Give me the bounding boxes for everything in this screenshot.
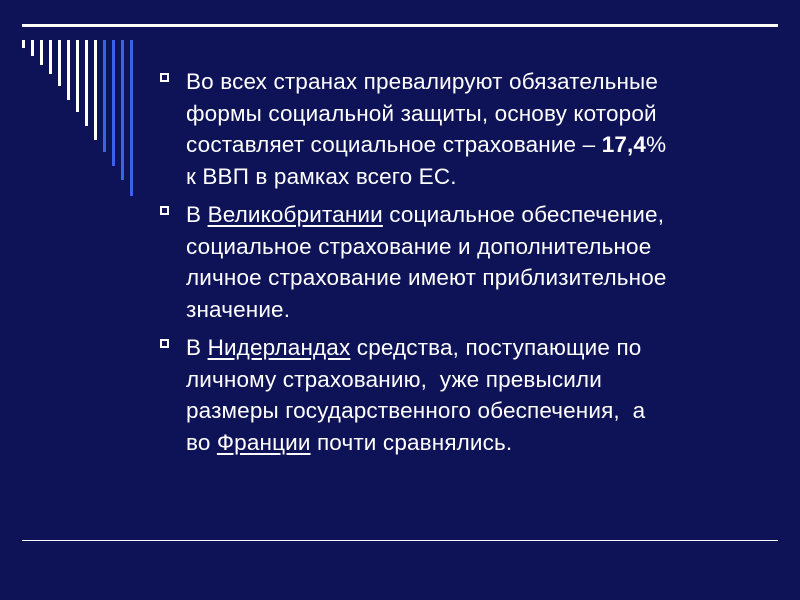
item-text (186, 66, 760, 192)
square-bullet-icon (160, 339, 169, 348)
text-fragment: социальное обеспечение, (382, 202, 665, 227)
item-text (186, 199, 760, 325)
text-line: размеры государственного обеспечения, а (186, 398, 646, 423)
text-fragment: В (186, 335, 208, 360)
bar-12 (121, 40, 124, 180)
bar-2 (31, 40, 34, 56)
bar-1 (22, 40, 25, 48)
list-item (160, 199, 760, 325)
bar-6 (67, 40, 70, 100)
square-bullet-icon (160, 73, 169, 82)
text-line: к ВВП в рамках всего ЕС. (186, 163, 457, 189)
bar-4 (49, 40, 52, 74)
decorative-bars (0, 0, 140, 220)
bullet-list (160, 66, 760, 465)
bar-8 (85, 40, 88, 126)
link-france[interactable]: Франции (216, 429, 311, 455)
bold-value: 17,4 (601, 132, 647, 157)
list-item (160, 332, 760, 458)
link-great-britain[interactable]: Великобритании (207, 202, 383, 227)
text-fragment: % (646, 132, 667, 157)
text-line: составляет социальное страхование – (186, 132, 602, 157)
text-fragment: В (186, 202, 208, 227)
bar-3 (40, 40, 43, 65)
text-line: формы социальной защиты, основу которой (186, 100, 657, 126)
link-netherlands[interactable]: Нидерландах (207, 335, 351, 360)
item-text (186, 332, 760, 458)
text-line: Во всех странах превалируют обязательные (186, 69, 659, 94)
text-fragment: во (186, 429, 217, 455)
text-fragment: почти сравнялись. (310, 429, 513, 455)
bar-13 (130, 40, 133, 196)
bar-5 (58, 40, 61, 86)
bar-7 (76, 40, 79, 112)
bar-11 (112, 40, 115, 166)
bar-9 (94, 40, 97, 140)
text-line: значение. (186, 296, 291, 322)
bottom-rule (22, 540, 778, 541)
list-item (160, 66, 760, 192)
square-bullet-icon (160, 206, 169, 215)
text-fragment: средства, поступающие по (350, 335, 642, 360)
bar-10 (103, 40, 106, 152)
text-line: личному страхованию, уже превысили (186, 366, 602, 392)
text-line: социальное страхование и дополнительное (186, 233, 652, 259)
text-line: личное страхование имеют приблизительное (186, 265, 667, 290)
